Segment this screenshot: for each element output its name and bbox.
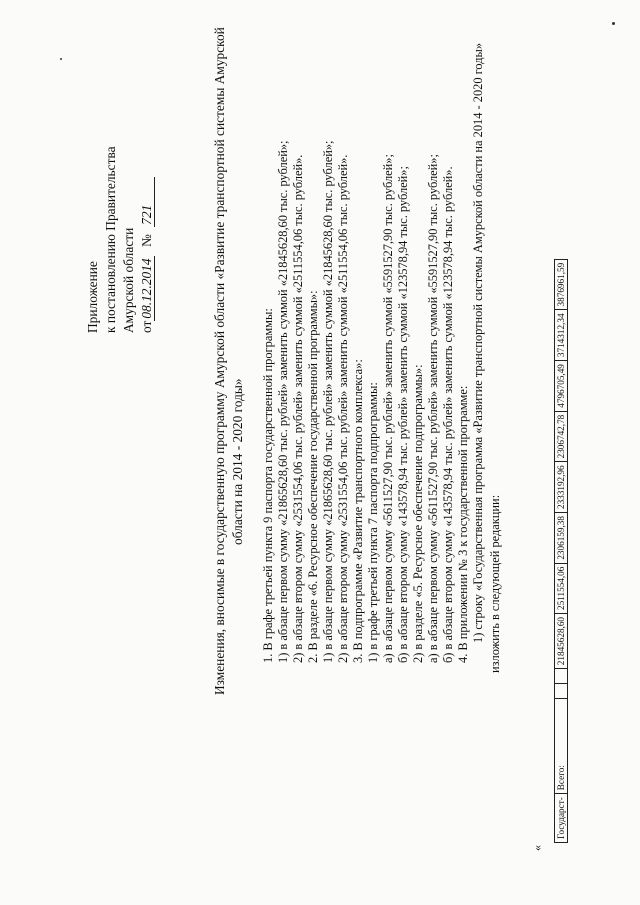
table-cell: Государст-: [555, 794, 568, 843]
table-cell: Всего:: [555, 699, 568, 794]
table-cell: 2306742,78: [555, 411, 568, 462]
scan-speck: [612, 22, 615, 25]
body-line: б) в абзаце втором сумму «143578,94 тыс. рублей» заменить суммой «123578,94 тыс. рублей»;: [396, 166, 410, 663]
body-line: 2) в абзаце втором сумму «2531554,06 тыс. рублей» заменить суммой «2511554,06 тыс. рублей».: [336, 154, 350, 663]
table-cell: 3876961,59: [555, 259, 568, 310]
approval-line-2: к постановлению Правительства: [103, 146, 118, 333]
document-title-line-1: Изменения, вносимые в государственную программу Амурской области «Развитие транспортной системы Амурской: [212, 27, 227, 695]
body-line: 1) в абзаце первом сумму «21865628,60 тыс. рублей» заменить суммой «21845628,60 тыс. рублей»;: [276, 140, 290, 663]
body-line: 2. В разделе «6. Ресурсное обеспечение государственной программы»:: [306, 290, 320, 663]
table-cell: [555, 669, 568, 684]
table-cell: 4796705,49: [555, 361, 568, 412]
body-line: 2) в разделе «5. Ресурсное обеспечение подпрограммы»:: [411, 364, 425, 663]
body-line: 3. В подпрограмме «Развитие транспортного комплекса»:: [351, 359, 365, 663]
body-line: 2) в абзаце втором сумму «2531554,06 тыс. рублей» заменить суммой «2511554,06 тыс. рублей».: [291, 154, 305, 663]
approval-number-label: №: [139, 234, 154, 247]
body-line: 1) в абзаце первом сумму «21865628,60 тыс. рублей» заменить суммой «21845628,60 тыс. рублей»;: [321, 140, 335, 663]
body-line: 1) в графе третьей пункта 7 паспорта подпрограммы:: [366, 382, 380, 663]
approval-number: 721: [140, 177, 155, 227]
approval-line-1: Приложение: [85, 261, 100, 333]
body-line: изложить в следующей редакции:: [488, 494, 502, 673]
table-cell: [555, 684, 568, 699]
approval-date-line: [140, 177, 155, 333]
approval-prefix: от: [139, 320, 154, 333]
table-cell: 2333192,96: [555, 462, 568, 513]
approval-date: 08.12.2014: [139, 258, 154, 319]
body-line: 4. В приложении № 3 к государственной программе:: [456, 385, 470, 663]
table-cell: 2306159,38: [555, 513, 568, 564]
approval-line-3: Амурской области: [121, 227, 136, 333]
program-funding-table: [554, 259, 568, 843]
document-title-line-2: области на 2014 - 2020 годы»: [230, 378, 245, 545]
table-row: [555, 259, 568, 842]
body-line: 1) строку «Государственная программа «Развитие транспортной системы Амурской области на 2014 - 2020 годы»: [471, 42, 485, 643]
opening-quote-mark: «: [530, 845, 544, 851]
table-cell: 2511554,06: [555, 563, 568, 613]
table-cell: 21845628,60: [555, 613, 568, 668]
body-line: 1. В графе третьей пункта 9 паспорта государственной программы:: [261, 308, 275, 663]
scan-speck: [60, 58, 62, 60]
body-line: а) в абзаце первом сумму «5611527,90 тыс. рублей» заменить суммой «5591527,90 тыс. рублей»;: [426, 154, 440, 663]
body-line: а) в абзаце первом сумму «5611527,90 тыс. рублей» заменить суммой «5591527,90 тыс. рублей»;: [381, 154, 395, 663]
body-line: б) в абзаце втором сумму «143578,94 тыс. рублей» заменить суммой «123578,94 тыс. рублей».: [441, 166, 455, 663]
table-cell: 3714312,34: [555, 310, 568, 361]
